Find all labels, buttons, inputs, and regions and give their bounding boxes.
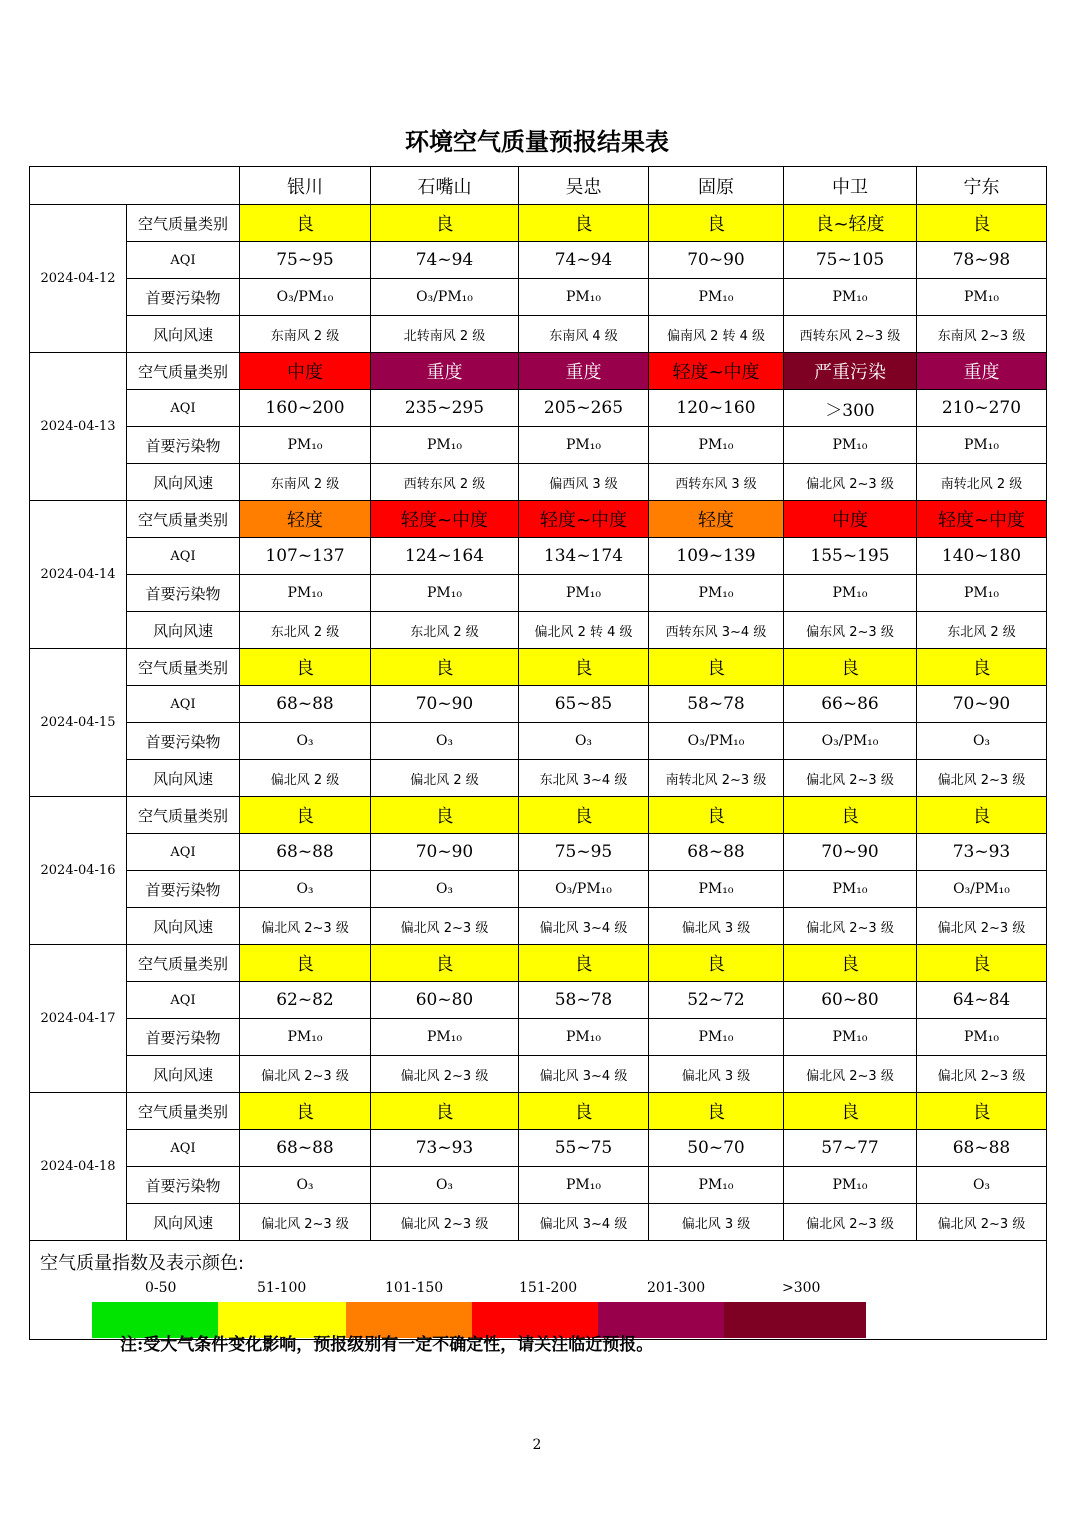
aqi-cell: 68~88 bbox=[240, 834, 371, 871]
wind-cell: 偏北风 2~3 级 bbox=[784, 760, 917, 797]
wind-cell: 偏北风 2~3 级 bbox=[917, 908, 1047, 945]
aqi-cell: 140~180 bbox=[917, 538, 1047, 575]
aqi-cell: 65~85 bbox=[519, 686, 649, 723]
header-corner bbox=[30, 167, 240, 205]
city-header: 银川 bbox=[240, 167, 371, 205]
wind-cell: 偏北风 2~3 级 bbox=[784, 1204, 917, 1241]
row-label-wind: 风向风速 bbox=[127, 760, 240, 797]
row-label-category: 空气质量类别 bbox=[127, 501, 240, 538]
aqi-cell: 235~295 bbox=[371, 390, 519, 427]
wind-cell: 偏北风 3 级 bbox=[649, 1056, 784, 1093]
row-label-wind: 风向风速 bbox=[127, 1204, 240, 1241]
pollutant-cell: PM₁₀ bbox=[917, 575, 1047, 612]
aqi-cell: 64~84 bbox=[917, 982, 1047, 1019]
pollutant-cell: PM₁₀ bbox=[519, 279, 649, 316]
wind-cell: 偏北风 2~3 级 bbox=[784, 1056, 917, 1093]
pollutant-cell: PM₁₀ bbox=[519, 575, 649, 612]
row-label-wind: 风向风速 bbox=[127, 1056, 240, 1093]
page-title: 环境空气质量预报结果表 bbox=[405, 127, 669, 156]
aqi-cell: 70~90 bbox=[784, 834, 917, 871]
category-cell: 中度 bbox=[784, 501, 917, 538]
category-cell: 良 bbox=[519, 205, 649, 242]
category-cell: 轻度 bbox=[240, 501, 371, 538]
pollutant-cell: PM₁₀ bbox=[784, 279, 917, 316]
wind-cell: 南转北风 2~3 级 bbox=[649, 760, 784, 797]
category-cell: 良 bbox=[649, 945, 784, 982]
category-cell: 良 bbox=[240, 797, 371, 834]
wind-cell: 偏北风 2 转 4 级 bbox=[519, 612, 649, 649]
category-cell: 良 bbox=[371, 945, 519, 982]
category-cell: 良 bbox=[519, 945, 649, 982]
pollutant-cell: PM₁₀ bbox=[784, 1167, 917, 1204]
forecast-row bbox=[30, 464, 1047, 501]
wind-cell: 东南风 2~3 级 bbox=[917, 316, 1047, 353]
header-row bbox=[30, 167, 1047, 205]
category-cell: 中度 bbox=[240, 353, 371, 390]
category-cell: 良 bbox=[784, 649, 917, 686]
wind-cell: 偏北风 3~4 级 bbox=[519, 908, 649, 945]
row-label-wind: 风向风速 bbox=[127, 464, 240, 501]
pollutant-cell: O₃/PM₁₀ bbox=[519, 871, 649, 908]
date-cell: 2024-04-14 bbox=[30, 501, 127, 649]
pollutant-cell: O₃ bbox=[917, 723, 1047, 760]
wind-cell: 偏北风 2~3 级 bbox=[371, 908, 519, 945]
category-cell: 轻度~中度 bbox=[649, 353, 784, 390]
forecast-row bbox=[30, 575, 1047, 612]
wind-cell: 偏北风 2 级 bbox=[371, 760, 519, 797]
wind-cell: 偏北风 3 级 bbox=[649, 1204, 784, 1241]
pollutant-cell: PM₁₀ bbox=[649, 427, 784, 464]
legend-range-label: 101-150 bbox=[385, 1280, 444, 1296]
forecast-row bbox=[30, 353, 1047, 390]
category-cell: 良 bbox=[371, 649, 519, 686]
pollutant-cell: PM₁₀ bbox=[240, 575, 371, 612]
row-label-wind: 风向风速 bbox=[127, 316, 240, 353]
category-cell: 良 bbox=[371, 1093, 519, 1130]
aqi-cell: 78~98 bbox=[917, 242, 1047, 279]
category-cell: 轻度~中度 bbox=[917, 501, 1047, 538]
aqi-cell: 109~139 bbox=[649, 538, 784, 575]
category-cell: 良 bbox=[917, 649, 1047, 686]
forecast-note: 注:受大气条件变化影响，预报级别有一定不确定性，请关注临近预报。 bbox=[120, 1335, 654, 1355]
pollutant-cell: O₃/PM₁₀ bbox=[649, 723, 784, 760]
forecast-row bbox=[30, 834, 1047, 871]
pollutant-cell: PM₁₀ bbox=[519, 1019, 649, 1056]
forecast-row bbox=[30, 686, 1047, 723]
category-cell: 轻度~中度 bbox=[519, 501, 649, 538]
aqi-cell: 55~75 bbox=[519, 1130, 649, 1167]
date-cell: 2024-04-16 bbox=[30, 797, 127, 945]
aqi-cell: 70~90 bbox=[371, 834, 519, 871]
pollutant-cell: O₃ bbox=[240, 1167, 371, 1204]
city-header: 石嘴山 bbox=[371, 167, 519, 205]
aqi-cell: 70~90 bbox=[371, 686, 519, 723]
row-label-pollutant: 首要污染物 bbox=[127, 871, 240, 908]
category-cell: 良 bbox=[917, 205, 1047, 242]
forecast-row bbox=[30, 982, 1047, 1019]
category-cell: 良 bbox=[784, 945, 917, 982]
row-label-aqi: AQI bbox=[127, 390, 240, 427]
wind-cell: 偏北风 2 级 bbox=[240, 760, 371, 797]
category-cell: 重度 bbox=[519, 353, 649, 390]
category-cell: 良 bbox=[240, 945, 371, 982]
row-label-pollutant: 首要污染物 bbox=[127, 723, 240, 760]
legend-title: 空气质量指数及表示颜色: bbox=[40, 1253, 245, 1274]
row-label-aqi: AQI bbox=[127, 834, 240, 871]
category-cell: 良 bbox=[240, 649, 371, 686]
row-label-wind: 风向风速 bbox=[127, 612, 240, 649]
legend-range-label: 201-300 bbox=[647, 1280, 706, 1296]
aqi-cell: 75~95 bbox=[240, 242, 371, 279]
pollutant-cell: PM₁₀ bbox=[784, 427, 917, 464]
wind-cell: 偏西风 3 级 bbox=[519, 464, 649, 501]
date-cell: 2024-04-13 bbox=[30, 353, 127, 501]
forecast-row bbox=[30, 316, 1047, 353]
wind-cell: 东南风 2 级 bbox=[240, 316, 371, 353]
category-cell: 良 bbox=[649, 205, 784, 242]
wind-cell: 偏北风 3 级 bbox=[649, 908, 784, 945]
aqi-cell: 70~90 bbox=[917, 686, 1047, 723]
forecast-row bbox=[30, 871, 1047, 908]
legend-color-swatch bbox=[724, 1302, 866, 1338]
pollutant-cell: PM₁₀ bbox=[917, 1019, 1047, 1056]
pollutant-cell: PM₁₀ bbox=[649, 1167, 784, 1204]
pollutant-cell: PM₁₀ bbox=[649, 871, 784, 908]
aqi-cell: 68~88 bbox=[240, 1130, 371, 1167]
wind-cell: 偏北风 2~3 级 bbox=[240, 1204, 371, 1241]
legend-cell bbox=[30, 1241, 1047, 1340]
wind-cell: 南转北风 2 级 bbox=[917, 464, 1047, 501]
aqi-cell: 160~200 bbox=[240, 390, 371, 427]
aqi-cell: 62~82 bbox=[240, 982, 371, 1019]
city-header: 中卫 bbox=[784, 167, 917, 205]
aqi-cell: 66~86 bbox=[784, 686, 917, 723]
aqi-cell: ＞300 bbox=[784, 390, 917, 427]
date-cell: 2024-04-12 bbox=[30, 205, 127, 353]
forecast-row bbox=[30, 242, 1047, 279]
forecast-row bbox=[30, 1130, 1047, 1167]
pollutant-cell: O₃ bbox=[371, 1167, 519, 1204]
category-cell: 重度 bbox=[371, 353, 519, 390]
forecast-row bbox=[30, 501, 1047, 538]
aqi-cell: 205~265 bbox=[519, 390, 649, 427]
forecast-row bbox=[30, 649, 1047, 686]
category-cell: 良 bbox=[784, 1093, 917, 1130]
aqi-cell: 52~72 bbox=[649, 982, 784, 1019]
category-cell: 良 bbox=[649, 649, 784, 686]
city-header: 固原 bbox=[649, 167, 784, 205]
row-label-category: 空气质量类别 bbox=[127, 205, 240, 242]
wind-cell: 东北风 2 级 bbox=[917, 612, 1047, 649]
row-label-category: 空气质量类别 bbox=[127, 1093, 240, 1130]
category-cell: 良 bbox=[240, 1093, 371, 1130]
pollutant-cell: O₃/PM₁₀ bbox=[917, 871, 1047, 908]
pollutant-cell: O₃ bbox=[240, 723, 371, 760]
aqi-cell: 68~88 bbox=[917, 1130, 1047, 1167]
aqi-cell: 68~88 bbox=[240, 686, 371, 723]
aqi-cell: 50~70 bbox=[649, 1130, 784, 1167]
pollutant-cell: PM₁₀ bbox=[784, 871, 917, 908]
category-cell: 重度 bbox=[917, 353, 1047, 390]
forecast-row bbox=[30, 1056, 1047, 1093]
wind-cell: 西转东风 3~4 级 bbox=[649, 612, 784, 649]
forecast-row bbox=[30, 723, 1047, 760]
forecast-row bbox=[30, 1019, 1047, 1056]
row-label-aqi: AQI bbox=[127, 1130, 240, 1167]
row-label-aqi: AQI bbox=[127, 982, 240, 1019]
legend-range-label: 51-100 bbox=[257, 1280, 307, 1296]
category-cell: 良 bbox=[240, 205, 371, 242]
row-label-category: 空气质量类别 bbox=[127, 353, 240, 390]
wind-cell: 偏北风 2~3 级 bbox=[917, 1204, 1047, 1241]
pollutant-cell: O₃/PM₁₀ bbox=[784, 723, 917, 760]
pollutant-cell: O₃ bbox=[240, 871, 371, 908]
aqi-cell: 124~164 bbox=[371, 538, 519, 575]
forecast-row bbox=[30, 205, 1047, 242]
aqi-cell: 58~78 bbox=[519, 982, 649, 1019]
pollutant-cell: PM₁₀ bbox=[784, 1019, 917, 1056]
forecast-row bbox=[30, 797, 1047, 834]
forecast-row bbox=[30, 908, 1047, 945]
aqi-cell: 75~105 bbox=[784, 242, 917, 279]
row-label-pollutant: 首要污染物 bbox=[127, 279, 240, 316]
city-header: 宁东 bbox=[917, 167, 1047, 205]
pollutant-cell: O₃/PM₁₀ bbox=[371, 279, 519, 316]
category-cell: 良 bbox=[917, 1093, 1047, 1130]
pollutant-cell: PM₁₀ bbox=[240, 427, 371, 464]
aqi-cell: 70~90 bbox=[649, 242, 784, 279]
forecast-row bbox=[30, 1093, 1047, 1130]
row-label-category: 空气质量类别 bbox=[127, 945, 240, 982]
category-cell: 良 bbox=[519, 649, 649, 686]
wind-cell: 北转南风 2 级 bbox=[371, 316, 519, 353]
pollutant-cell: O₃/PM₁₀ bbox=[240, 279, 371, 316]
wind-cell: 偏北风 2~3 级 bbox=[371, 1204, 519, 1241]
aqi-cell: 134~174 bbox=[519, 538, 649, 575]
legend-range-label: >300 bbox=[782, 1280, 821, 1296]
aqi-cell: 68~88 bbox=[649, 834, 784, 871]
legend bbox=[30, 1241, 1046, 1339]
forecast-row bbox=[30, 760, 1047, 797]
wind-cell: 偏北风 2~3 级 bbox=[784, 464, 917, 501]
aqi-cell: 210~270 bbox=[917, 390, 1047, 427]
row-label-pollutant: 首要污染物 bbox=[127, 1167, 240, 1204]
row-label-aqi: AQI bbox=[127, 686, 240, 723]
row-label-aqi: AQI bbox=[127, 538, 240, 575]
category-cell: 良 bbox=[371, 797, 519, 834]
row-label-category: 空气质量类别 bbox=[127, 649, 240, 686]
wind-cell: 西转东风 3 级 bbox=[649, 464, 784, 501]
pollutant-cell: PM₁₀ bbox=[649, 575, 784, 612]
legend-range-label: 0-50 bbox=[145, 1280, 177, 1296]
wind-cell: 东南风 4 级 bbox=[519, 316, 649, 353]
row-label-category: 空气质量类别 bbox=[127, 797, 240, 834]
wind-cell: 偏北风 2~3 级 bbox=[240, 908, 371, 945]
pollutant-cell: PM₁₀ bbox=[649, 279, 784, 316]
aqi-cell: 75~95 bbox=[519, 834, 649, 871]
wind-cell: 西转东风 2 级 bbox=[371, 464, 519, 501]
city-header: 吴忠 bbox=[519, 167, 649, 205]
pollutant-cell: PM₁₀ bbox=[240, 1019, 371, 1056]
pollutant-cell: PM₁₀ bbox=[371, 427, 519, 464]
aqi-cell: 60~80 bbox=[784, 982, 917, 1019]
wind-cell: 东北风 3~4 级 bbox=[519, 760, 649, 797]
pollutant-cell: O₃ bbox=[917, 1167, 1047, 1204]
forecast-table bbox=[29, 166, 1047, 1340]
wind-cell: 偏北风 2~3 级 bbox=[240, 1056, 371, 1093]
wind-cell: 偏北风 2~3 级 bbox=[371, 1056, 519, 1093]
wind-cell: 东北风 2 级 bbox=[240, 612, 371, 649]
row-label-pollutant: 首要污染物 bbox=[127, 1019, 240, 1056]
aqi-cell: 58~78 bbox=[649, 686, 784, 723]
forecast-row bbox=[30, 1167, 1047, 1204]
category-cell: 轻度 bbox=[649, 501, 784, 538]
wind-cell: 西转东风 2~3 级 bbox=[784, 316, 917, 353]
pollutant-cell: PM₁₀ bbox=[917, 427, 1047, 464]
wind-cell: 偏北风 3~4 级 bbox=[519, 1204, 649, 1241]
category-cell: 良 bbox=[649, 797, 784, 834]
category-cell: 严重污染 bbox=[784, 353, 917, 390]
date-cell: 2024-04-15 bbox=[30, 649, 127, 797]
wind-cell: 偏北风 2~3 级 bbox=[917, 760, 1047, 797]
aqi-cell: 60~80 bbox=[371, 982, 519, 1019]
forecast-row bbox=[30, 390, 1047, 427]
pollutant-cell: O₃ bbox=[371, 723, 519, 760]
aqi-cell: 120~160 bbox=[649, 390, 784, 427]
category-cell: 良 bbox=[519, 1093, 649, 1130]
wind-cell: 东北风 2 级 bbox=[371, 612, 519, 649]
aqi-cell: 73~93 bbox=[917, 834, 1047, 871]
wind-cell: 偏南风 2 转 4 级 bbox=[649, 316, 784, 353]
row-label-pollutant: 首要污染物 bbox=[127, 575, 240, 612]
category-cell: 良 bbox=[917, 945, 1047, 982]
category-cell: 良 bbox=[371, 205, 519, 242]
category-cell: 轻度~中度 bbox=[371, 501, 519, 538]
wind-cell: 偏北风 2~3 级 bbox=[784, 908, 917, 945]
row-label-aqi: AQI bbox=[127, 242, 240, 279]
aqi-cell: 73~93 bbox=[371, 1130, 519, 1167]
pollutant-cell: PM₁₀ bbox=[371, 1019, 519, 1056]
date-cell: 2024-04-17 bbox=[30, 945, 127, 1093]
wind-cell: 偏北风 3~4 级 bbox=[519, 1056, 649, 1093]
forecast-row bbox=[30, 538, 1047, 575]
pollutant-cell: O₃ bbox=[519, 723, 649, 760]
pollutant-cell: O₃ bbox=[371, 871, 519, 908]
pollutant-cell: PM₁₀ bbox=[519, 1167, 649, 1204]
row-label-pollutant: 首要污染物 bbox=[127, 427, 240, 464]
pollutant-cell: PM₁₀ bbox=[649, 1019, 784, 1056]
aqi-cell: 74~94 bbox=[371, 242, 519, 279]
forecast-row bbox=[30, 612, 1047, 649]
date-cell: 2024-04-18 bbox=[30, 1093, 127, 1241]
wind-cell: 东南风 2 级 bbox=[240, 464, 371, 501]
pollutant-cell: PM₁₀ bbox=[917, 279, 1047, 316]
aqi-cell: 74~94 bbox=[519, 242, 649, 279]
pollutant-cell: PM₁₀ bbox=[519, 427, 649, 464]
pollutant-cell: PM₁₀ bbox=[371, 575, 519, 612]
wind-cell: 偏东风 2~3 级 bbox=[784, 612, 917, 649]
forecast-row bbox=[30, 279, 1047, 316]
page-number: 2 bbox=[532, 1437, 542, 1453]
category-cell: 良 bbox=[917, 797, 1047, 834]
wind-cell: 偏北风 2~3 级 bbox=[917, 1056, 1047, 1093]
legend-row bbox=[30, 1241, 1047, 1340]
aqi-cell: 107~137 bbox=[240, 538, 371, 575]
category-cell: 良~轻度 bbox=[784, 205, 917, 242]
category-cell: 良 bbox=[519, 797, 649, 834]
aqi-cell: 57~77 bbox=[784, 1130, 917, 1167]
forecast-row bbox=[30, 945, 1047, 982]
row-label-wind: 风向风速 bbox=[127, 908, 240, 945]
category-cell: 良 bbox=[649, 1093, 784, 1130]
pollutant-cell: PM₁₀ bbox=[784, 575, 917, 612]
forecast-row bbox=[30, 427, 1047, 464]
legend-range-label: 151-200 bbox=[519, 1280, 578, 1296]
forecast-row bbox=[30, 1204, 1047, 1241]
category-cell: 良 bbox=[784, 797, 917, 834]
aqi-cell: 155~195 bbox=[784, 538, 917, 575]
